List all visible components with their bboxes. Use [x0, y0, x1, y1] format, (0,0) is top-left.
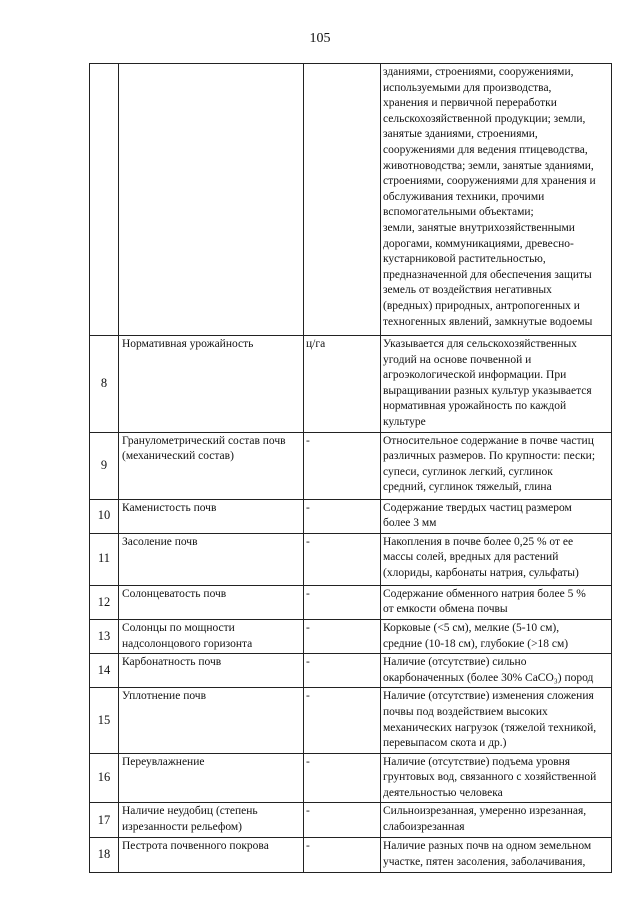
- table-row: [90, 619, 612, 653]
- cell-row-number: [90, 753, 119, 803]
- unit-of-measure: -: [306, 805, 310, 818]
- cell-unit-of-measure: [304, 838, 381, 872]
- table-row: [90, 838, 612, 872]
- cell-unit-of-measure: [304, 753, 381, 803]
- cell-unit-of-measure: [304, 688, 381, 753]
- row-number: 11: [97, 551, 111, 566]
- soil-characteristics-table: [89, 63, 612, 873]
- indicator-name: Наличие неудобиц (степень изрезанности рельефом): [122, 805, 258, 834]
- indicator-name: Нормативная урожайность: [122, 338, 254, 350]
- page-number: 105: [309, 31, 331, 46]
- unit-of-measure: -: [306, 587, 310, 600]
- cell-unit-of-measure: [304, 654, 381, 688]
- cell-row-number: [90, 688, 119, 753]
- table-row: [90, 753, 612, 803]
- row-number: 12: [97, 594, 111, 609]
- unit-of-measure: -: [306, 690, 310, 703]
- cell-row-number: [90, 654, 119, 688]
- cell-indicator-description: [381, 753, 612, 803]
- cell-unit-of-measure: [304, 432, 381, 499]
- cell-indicator-description: [381, 838, 612, 872]
- cell-indicator-name: [119, 585, 304, 619]
- table-body: [90, 64, 612, 873]
- indicator-name: Уплотнение почв: [122, 690, 207, 703]
- cell-indicator-name: [119, 432, 304, 499]
- unit-of-measure: -: [306, 501, 310, 514]
- row-number: 8: [100, 375, 108, 390]
- cell-indicator-name: [119, 64, 304, 336]
- cell-indicator-description: [381, 619, 612, 653]
- indicator-description: зданиями, строениями, сооружениями, используемыми для производства, хранения и первичной переработки сельскохозяйственной продукции; земли, занятые зданиями, строениями, сооружениями для ведения птицеводства, животноводства; земли, занятые зданиями, строениями, сооружениями для хранения и обслуживания техники, прочими вспомогательными объектами; земли, занятые внутрихозяйственными дорогами, коммуникациями, древесно- кустарниковой растительностью, предназначенной для обеспечения защиты земель от воздействия негативных (вредных) природных, антропогенных и техногенных явлений, замкнутые водоемы: [383, 66, 596, 328]
- cell-row-number: [90, 803, 119, 838]
- cell-row-number: [90, 585, 119, 619]
- cell-unit-of-measure: [304, 585, 381, 619]
- cell-indicator-name: [119, 654, 304, 688]
- indicator-name: Солонцеватость почв: [122, 587, 227, 600]
- cell-row-number: [90, 336, 119, 433]
- indicator-description: Наличие (отсутствие) изменения сложения почвы под воздействием высоких механических нагрузок (тяжелой техникой, перевыпасом скота и др.): [383, 690, 597, 750]
- cell-indicator-description: [381, 688, 612, 753]
- cell-indicator-name: [119, 838, 304, 872]
- unit-of-measure: -: [306, 434, 310, 447]
- cell-indicator-name: [119, 803, 304, 838]
- indicator-description: Наличие (отсутствие) сильно окарбоначенных (более 30% CaCO₃) пород: [383, 656, 594, 684]
- table-row: [90, 64, 612, 336]
- indicator-name: Засоление почв: [122, 535, 198, 548]
- cell-row-number: [90, 64, 119, 336]
- indicator-description: Относительное содержание в почве частиц различных размеров. По крупности: пески; супеси, суглинок легкий, суглинок средний, суглинок тяжелый, глина: [383, 434, 596, 494]
- indicator-name: Солонцы по мощности надсолонцового горизонта: [122, 621, 253, 650]
- indicator-description: Корковые (<5 см), мелкие (5-10 см), средние (10-18 см), глубокие (>18 см): [383, 621, 569, 650]
- indicator-description: Указывается для сельскохозяйственных угодий на основе почвенной и агроэкологической информации. При выращивании разных культур указывается нормативная урожайность по каждой культуре: [383, 338, 592, 428]
- cell-indicator-name: [119, 533, 304, 585]
- table-row: [90, 585, 612, 619]
- row-number: 14: [97, 662, 111, 677]
- table-row: [90, 336, 612, 433]
- cell-row-number: [90, 499, 119, 533]
- unit-of-measure: -: [306, 840, 310, 853]
- unit-of-measure: -: [306, 656, 310, 669]
- indicator-description: Наличие разных почв на одном земельном участке, пятен засоления, заболачивания,: [383, 840, 592, 869]
- indicator-description: Содержание твердых частиц размером более 3 мм: [383, 501, 572, 530]
- cell-indicator-description: [381, 432, 612, 499]
- table-row: [90, 533, 612, 585]
- indicator-name: Карбонатность почв: [122, 656, 222, 669]
- unit-of-measure: ц/га: [306, 338, 326, 350]
- cell-unit-of-measure: [304, 64, 381, 336]
- indicator-description: Сильноизрезанная, умеренно изрезанная, слабоизрезанная: [383, 805, 587, 834]
- cell-unit-of-measure: [304, 533, 381, 585]
- cell-indicator-name: [119, 499, 304, 533]
- cell-indicator-description: [381, 64, 612, 336]
- row-number: 15: [97, 712, 111, 727]
- row-number: 10: [97, 508, 111, 523]
- table-row: [90, 432, 612, 499]
- cell-row-number: [90, 619, 119, 653]
- row-number: 17: [97, 812, 111, 827]
- indicator-name: Пестрота почвенного покрова: [122, 840, 269, 853]
- cell-indicator-description: [381, 654, 612, 688]
- cell-unit-of-measure: [304, 619, 381, 653]
- table-row: [90, 654, 612, 688]
- indicator-name: Гранулометрический состав почв (механический состав): [122, 434, 286, 463]
- cell-indicator-name: [119, 336, 304, 433]
- cell-indicator-description: [381, 499, 612, 533]
- cell-row-number: [90, 533, 119, 585]
- indicator-name: Переувлажнение: [122, 755, 205, 768]
- table-row: [90, 803, 612, 838]
- cell-unit-of-measure: [304, 499, 381, 533]
- cell-row-number: [90, 432, 119, 499]
- cell-indicator-description: [381, 533, 612, 585]
- cell-indicator-name: [119, 619, 304, 653]
- indicator-description: Накопления в почве более 0,25 % от ее массы солей, вредных для растений (хлориды, карбонаты натрия, сульфаты): [383, 535, 579, 579]
- indicator-description: Содержание обменного натрия более 5 % от емкости обмена почвы: [383, 587, 586, 616]
- row-number: 18: [97, 847, 111, 862]
- unit-of-measure: -: [306, 755, 310, 768]
- table-row: [90, 499, 612, 533]
- row-number: 16: [97, 770, 111, 785]
- cell-indicator-name: [119, 688, 304, 753]
- row-number: 9: [100, 457, 108, 472]
- cell-indicator-name: [119, 753, 304, 803]
- table-row: [90, 688, 612, 753]
- row-number: 13: [97, 628, 111, 643]
- indicator-description: Наличие (отсутствие) подъема уровня грунтовых вод, связанного с хозяйственной деятельностью человека: [383, 755, 597, 799]
- cell-unit-of-measure: [304, 336, 381, 433]
- unit-of-measure: -: [306, 621, 310, 634]
- indicator-name: Каменистость почв: [122, 501, 217, 514]
- unit-of-measure: -: [306, 535, 310, 548]
- cell-indicator-description: [381, 336, 612, 433]
- cell-indicator-description: [381, 803, 612, 838]
- cell-unit-of-measure: [304, 803, 381, 838]
- cell-indicator-description: [381, 585, 612, 619]
- cell-row-number: [90, 838, 119, 872]
